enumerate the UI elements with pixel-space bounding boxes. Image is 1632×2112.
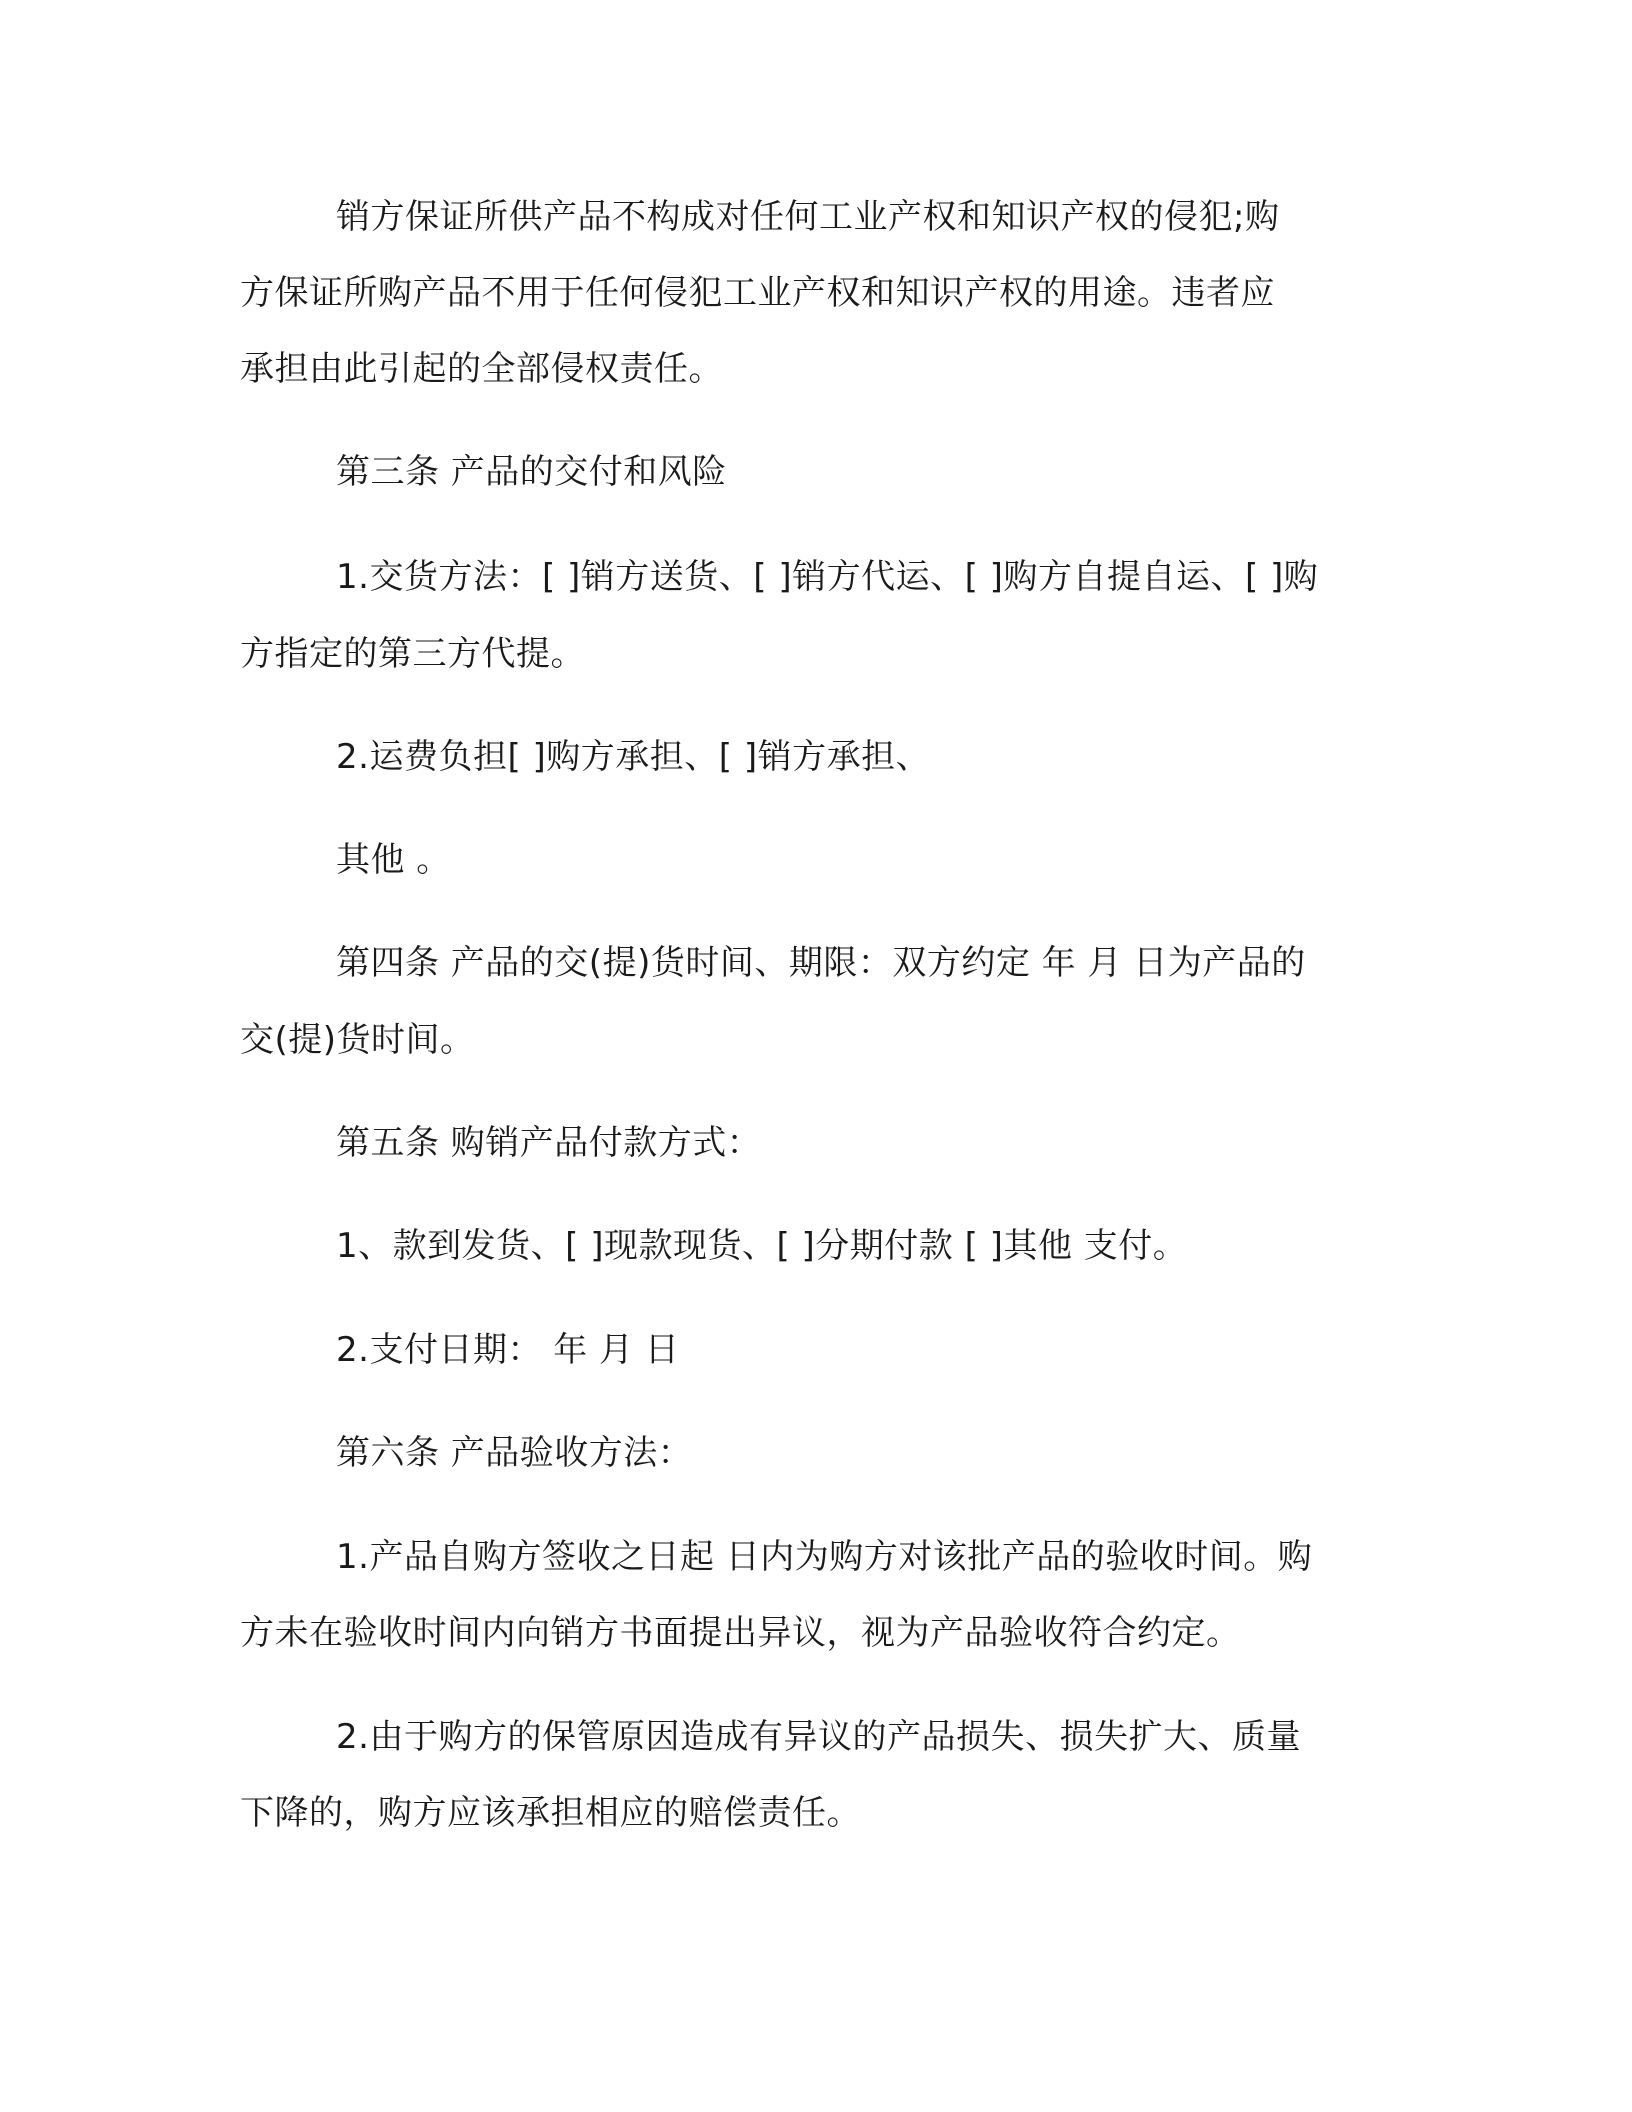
payment-date-line: 2.支付日期： 年 月 日 (336, 1330, 680, 1370)
article-4-line-2: 交(提)货时间。 (240, 1020, 475, 1060)
article-4-line-1: 第四条 产品的交(提)货时间、期限：双方约定 年 月 日为产品的 (336, 943, 1306, 983)
ip-warranty-line-3: 承担由此引起的全部侵权责任。 (240, 349, 723, 389)
article-5-heading: 第五条 购销产品付款方式： (336, 1123, 762, 1163)
ip-warranty-line-1: 销方保证所供产品不构成对任何工业产权和知识产权的侵犯;购 (336, 197, 1280, 237)
acceptance-clause-1-line-2: 方未在验收时间内向销方书面提出异议，视为产品验收符合约定。 (240, 1613, 1241, 1653)
payment-method-line: 1、款到发货、[ ]现款现货、[ ]分期付款 [ ]其他 支付。 (336, 1226, 1188, 1266)
acceptance-clause-1-line-1: 1.产品自购方签收之日起 日内为购方对该批产品的验收时间。购 (336, 1537, 1313, 1577)
freight-burden-line: 2.运费负担[ ]购方承担、[ ]销方承担、 (336, 737, 931, 777)
ip-warranty-line-2: 方保证所购产品不用于任何侵犯工业产权和知识产权的用途。违者应 (240, 273, 1275, 313)
article-3-heading: 第三条 产品的交付和风险 (336, 452, 727, 492)
article-6-heading: 第六条 产品验收方法： (336, 1433, 693, 1473)
freight-other-line: 其他 。 (336, 840, 451, 880)
delivery-method-line-2: 方指定的第三方代提。 (240, 634, 585, 674)
acceptance-clause-2-line-2: 下降的，购方应该承担相应的赔偿责任。 (240, 1793, 861, 1833)
acceptance-clause-2-line-1: 2.由于购方的保管原因造成有异议的产品损失、损失扩大、质量 (336, 1717, 1301, 1757)
delivery-method-line-1: 1.交货方法：[ ]销方送货、[ ]销方代运、[ ]购方自提自运、[ ]购 (336, 557, 1319, 597)
